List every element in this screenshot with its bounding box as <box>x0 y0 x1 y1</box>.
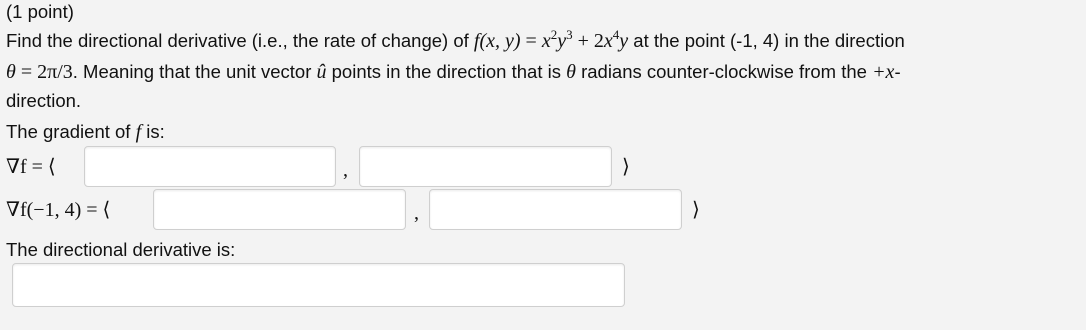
unit-vector-text-3: radians counter-clockwise from the <box>575 61 873 82</box>
gradient-at-point-comma: , <box>414 202 419 224</box>
term2-x: x <box>603 30 613 52</box>
gradient-lhs: ∇f = ⟨ <box>6 156 56 178</box>
gradient-label-prefix: The gradient of <box>6 121 136 142</box>
plus-x-axis: +x <box>872 61 895 83</box>
theta-expression <box>6 61 73 83</box>
gradient-at-point-component-2-input[interactable] <box>429 189 682 230</box>
gradient-component-1-input[interactable] <box>84 146 336 187</box>
gradient-close-bracket: ⟩ <box>622 156 630 178</box>
directional-derivative-label: The directional derivative is: <box>6 239 236 260</box>
gradient-label-suffix: is: <box>141 121 165 142</box>
direction-dash: - <box>894 61 901 82</box>
question-line-3: direction. <box>6 90 82 111</box>
directional-derivative-input[interactable] <box>12 263 625 307</box>
unit-vector-u-hat: û <box>316 61 327 83</box>
term2-y: y <box>619 30 629 52</box>
term2-coefficient: 2 <box>593 30 604 52</box>
points-label: (1 point) <box>6 1 74 22</box>
function-lhs: f(x, y) <box>473 30 521 52</box>
gradient-at-point-component-1-input[interactable] <box>153 189 406 230</box>
gradient-label-f: f <box>135 121 142 143</box>
term1-y: y <box>557 30 567 52</box>
term2-x-exponent: 4 <box>612 27 620 42</box>
question-line-1 <box>6 29 905 53</box>
gradient-label <box>6 120 165 144</box>
unit-vector-text-1: . Meaning that the unit vector <box>72 61 317 82</box>
function-expression <box>473 27 629 52</box>
plus-sign: + <box>572 30 594 52</box>
unit-vector-text-2: points in the direction that is <box>326 61 567 82</box>
theta-value: = 2π/3 <box>15 61 73 83</box>
term1-x: x <box>541 30 551 52</box>
term1-x-exponent: 2 <box>550 27 558 42</box>
gradient-comma: , <box>343 159 348 181</box>
equals-sign: = <box>520 30 542 52</box>
question-suffix-text: at the point (-1, 4) in the direction <box>628 30 905 51</box>
gradient-at-point-lhs: ∇f(−1, 4) = ⟨ <box>6 199 111 221</box>
question-line-2 <box>6 60 901 84</box>
gradient-at-point-close-bracket: ⟩ <box>692 199 700 221</box>
gradient-component-2-input[interactable] <box>359 146 612 187</box>
theta-symbol-inline: θ <box>566 61 576 83</box>
theta-symbol: θ <box>6 61 16 83</box>
question-prefix-text: Find the directional derivative (i.e., the rate of change) of <box>6 30 474 51</box>
term1-y-exponent: 3 <box>566 27 573 42</box>
